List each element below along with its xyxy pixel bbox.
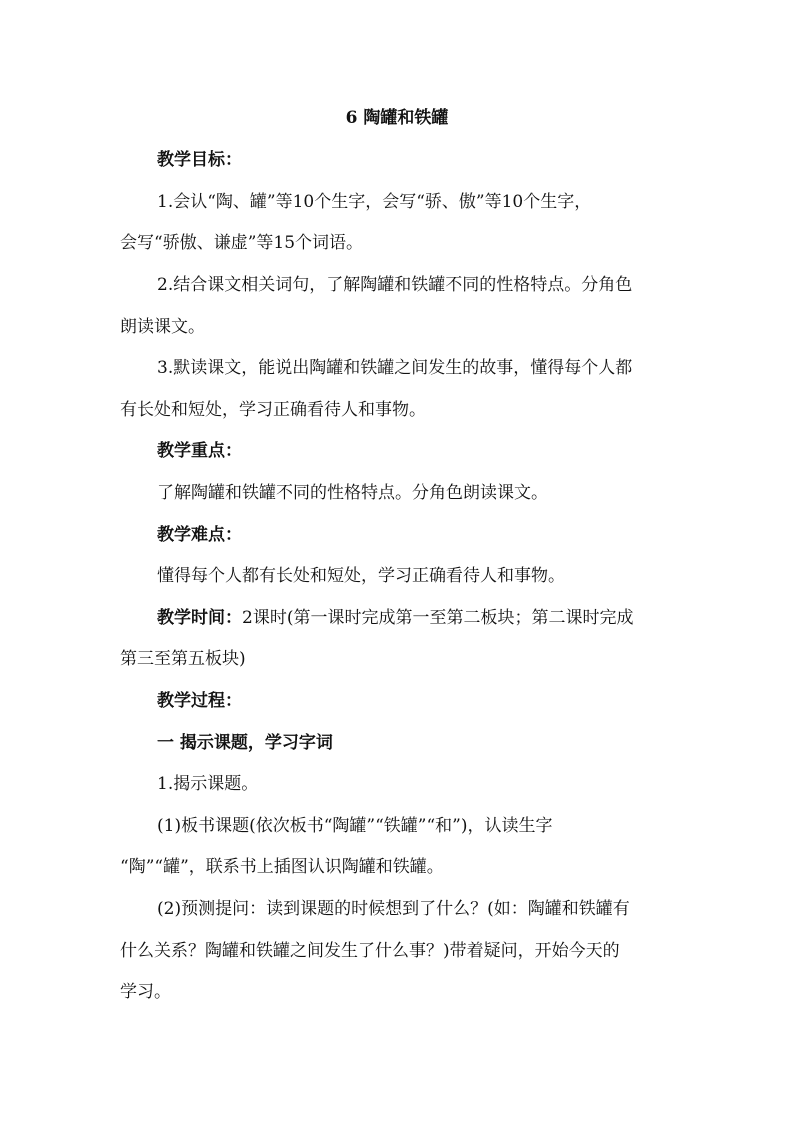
objectives-heading: 教学目标： (157, 150, 242, 170)
substep-2-line-2: 什么关系？陶罐和铁罐之间发生了什么事？)带着疑问，开始今天的 (120, 941, 620, 961)
objective-3-line-1: 3.默读课文，能说出陶罐和铁罐之间发生的故事，懂得每个人都 (157, 358, 633, 378)
lesson-title: 6 陶罐和铁罐 (345, 108, 449, 128)
objective-3-line-2: 有长处和短处，学习正确看待人和事物。 (120, 400, 426, 420)
step-1-text: 1.揭示课题。 (157, 774, 259, 794)
substep-1-line-1: (1)板书课题(依次板书“陶罐”“铁罐”“和”)，认读生字 (157, 816, 553, 836)
substep-2-line-1: (2)预测提问：读到课题的时候想到了什么？(如：陶罐和铁罐有 (157, 899, 630, 919)
objective-1-line-1: 1.会认“陶、罐”等10个生字，会写“骄、傲”等10个生字， (157, 192, 592, 212)
objective-2-line-1: 2.结合课文相关词句，了解陶罐和铁罐不同的性格特点。分角色 (157, 275, 633, 295)
objective-2-line-2: 朗读课文。 (120, 317, 205, 337)
key-points-heading: 教学重点： (157, 441, 242, 461)
objective-1-line-2: 会写“骄傲、谦虚”等15个词语。 (120, 233, 364, 253)
substep-2-line-3: 学习。 (120, 982, 171, 1002)
time-line-1 (157, 604, 680, 632)
difficulties-heading: 教学难点： (157, 525, 242, 545)
time-text: 2课时(第一课时完成第一至第二板块；第二课时完成 (242, 608, 634, 628)
section-1-heading: 一 揭示课题，学习字词 (157, 733, 333, 753)
time-heading: 教学时间： (157, 608, 242, 628)
process-heading: 教学过程： (157, 691, 242, 711)
difficulties-text: 懂得每个人都有长处和短处，学习正确看待人和事物。 (157, 566, 565, 586)
time-line-2: 第三至第五板块) (120, 649, 246, 669)
substep-1-line-2: “陶”“罐”，联系书上插图认识陶罐和铁罐。 (120, 857, 444, 877)
key-points-text: 了解陶罐和铁罐不同的性格特点。分角色朗读课文。 (157, 483, 548, 503)
